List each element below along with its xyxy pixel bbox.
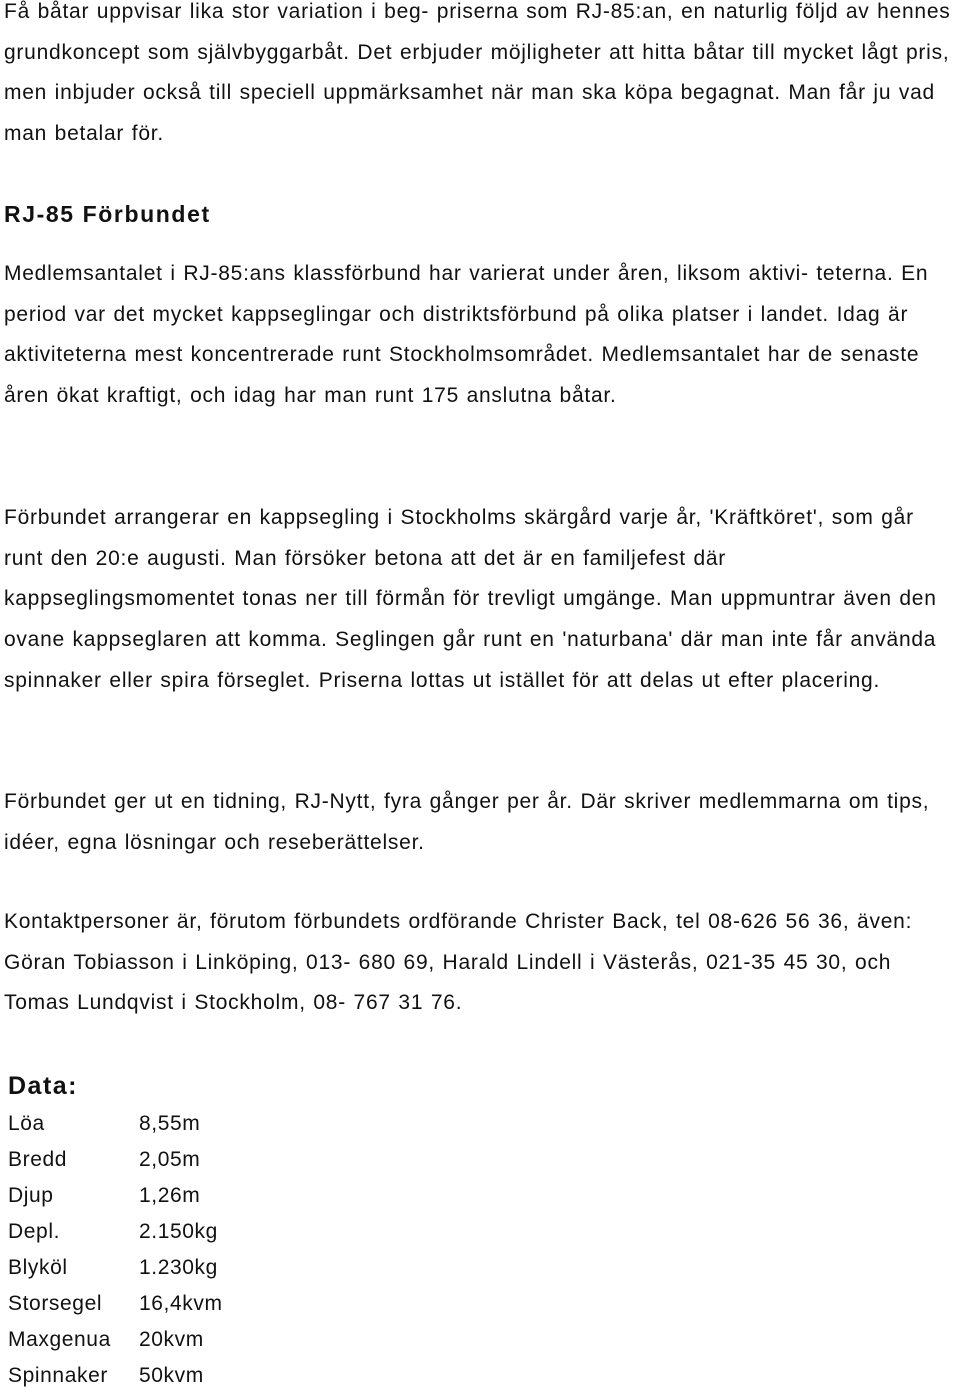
- table-row: [4, 1322, 223, 1358]
- paragraph-newsletter: Förbundet ger ut en tidning, RJ-Nytt, fyra gånger per år. Där skriver medlemmarna om tips, idéer, egna lösningar och reseberättelser.: [4, 790, 930, 854]
- spec-label: Spinnaker: [8, 1364, 108, 1387]
- spec-value: 16,4kvm: [139, 1292, 223, 1315]
- spec-value: 50kvm: [139, 1364, 204, 1387]
- spec-value: 8,55m: [139, 1112, 201, 1135]
- table-row: [4, 1142, 223, 1178]
- paragraph-membership: Medlemsantalet i RJ-85:ans klassförbund har varierat under åren, liksom aktivi- teterna. En period var det mycket kappseglingar och distriktsförbund på olika platser i landet. Idag är aktiviteterna mest koncentrerade runt Stockholmsområdet. Medlemsantalet har de senaste åren ökat kraftigt, och idag har man runt 175 anslutna båtar.: [4, 262, 929, 408]
- table-row: [4, 1286, 223, 1322]
- data-heading: Data:: [8, 1072, 79, 1100]
- spec-label: Storsegel: [8, 1292, 103, 1315]
- table-row: [4, 1214, 223, 1250]
- spec-label: Bredd: [8, 1148, 68, 1171]
- section-heading: RJ-85 Förbundet: [4, 201, 211, 227]
- spec-value: 1,26m: [139, 1184, 201, 1207]
- spec-value: 2.150kg: [139, 1220, 218, 1243]
- spec-value: 1.230kg: [139, 1256, 218, 1279]
- spec-label: Blyköl: [8, 1256, 68, 1279]
- spec-label: Depl.: [8, 1220, 61, 1243]
- spec-value: 2,05m: [139, 1148, 201, 1171]
- table-row: [4, 1106, 223, 1142]
- table-row: [4, 1178, 223, 1214]
- paragraph-contacts: Kontaktpersoner är, förutom förbundets ordförande Christer Back, tel 08-626 56 36, även: Göran Tobiasson i Linköping, 013- 680 69, Harald Lindell i Västerås, 021-35 45 30, och Tomas Lundqvist i Stockholm, 08- 767 31 76.: [4, 910, 913, 1015]
- spec-label: Djup: [8, 1184, 54, 1207]
- table-row: [4, 1250, 223, 1286]
- specs-table: [4, 1106, 223, 1394]
- table-row: [4, 1358, 223, 1394]
- spec-value: 20kvm: [139, 1328, 204, 1351]
- paragraph-race: Förbundet arrangerar en kappsegling i Stockholms skärgård varje år, 'Kräftköret', som går runt den 20:e augusti. Man försöker betona att det är en familjefest där kappseglingsmomentet tonas ner till förmån för trevligt umgänge. Man uppmuntrar även den ovane kappseglaren att komma. Seglingen går runt en 'naturbana' där man inte får använda spinnaker eller spira förseglet. Priserna lottas ut istället för att delas ut efter placering.: [4, 506, 937, 692]
- spec-label: Maxgenua: [8, 1328, 111, 1351]
- intro-paragraph: Få båtar uppvisar lika stor variation i beg- priserna som RJ-85:an, en naturlig följd av hennes grundkoncept som självbyggarbåt. Det erbjuder möjligheter att hitta båtar till mycket lågt pris, men inbjuder också till speciell uppmärksamhet när man ska köpa begagnat. Man får ju vad man betalar för.: [4, 0, 951, 146]
- spec-label: Löa: [8, 1112, 45, 1135]
